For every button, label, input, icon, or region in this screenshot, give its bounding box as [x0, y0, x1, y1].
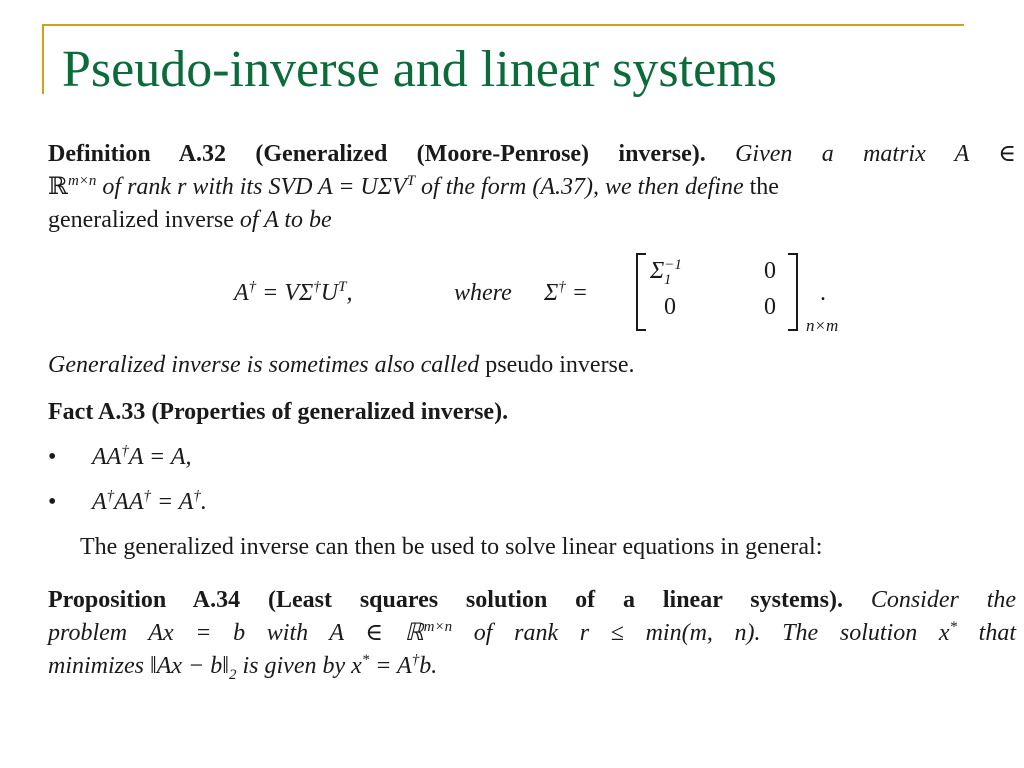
- sigma-dagger-matrix: [636, 253, 839, 335]
- slide-body: [48, 138, 1016, 683]
- remark-italic: Generalized inverse is sometimes also called: [48, 352, 480, 378]
- definition-line-3: [48, 204, 1016, 237]
- formula-period: .: [820, 280, 826, 306]
- definition-text-6: of A to be: [233, 207, 332, 233]
- proposition-line-3: minimizes ‖Ax − $b‖_2$ is given by x* = A†b.: [48, 652, 438, 683]
- bullet-glyph: •: [48, 489, 57, 515]
- fact-item-2: • A†AA† = A†.: [92, 486, 1016, 519]
- matrix-cell-22: 0: [764, 294, 776, 320]
- proposition-text-1: Consider the: [870, 587, 1017, 613]
- proposition-heading: Proposition A.34 (Least squares solution of a linear systems).: [48, 587, 843, 613]
- definition-text-5: generalized inverse: [48, 207, 234, 233]
- definition-text-1: Given a matrix A ∈: [735, 141, 1017, 167]
- formula-sigma-lhs: Σ† =: [544, 279, 588, 306]
- definition-heading: Definition A.32 (Generalized (Moore-Penrose) inverse).: [48, 141, 706, 167]
- transition-text: The generalized inverse can then be used to solve linear equations in general:: [80, 534, 823, 560]
- definition-text-4: the: [743, 174, 779, 200]
- remark-plain: pseudo inverse.: [479, 352, 635, 378]
- formula-where: where: [454, 280, 512, 306]
- reals-symbol: ℝ: [48, 174, 68, 200]
- transpose-sup: T: [406, 173, 416, 189]
- definition-line-1: [48, 138, 1016, 171]
- dims-sup: m×n: [67, 173, 97, 189]
- proposition-block: [48, 584, 1016, 683]
- formula-lhs: $A^\dagger = V\Sigma^\dagger U^T$,: [234, 279, 353, 306]
- matrix-right-bracket: [788, 253, 798, 331]
- accent-line-left: [42, 24, 44, 94]
- definition-line-2: [48, 171, 1016, 204]
- proposition-line-1: [48, 584, 1016, 617]
- matrix-cell-11: $\Sigma^{-1}_1$: [650, 257, 682, 288]
- pseudo-inverse-formula: [48, 253, 1016, 339]
- matrix-left-bracket: [636, 253, 646, 331]
- fact-list: [48, 441, 1016, 519]
- slide-title: Pseudo-inverse and linear systems: [62, 41, 777, 98]
- accent-line-top: [42, 24, 964, 26]
- matrix-cell-21: 0: [664, 294, 676, 320]
- proposition-line-2: problem Ax = b with A ∈ ℝ$^{m\times n}$ of rank r ≤ min(m, n). The solution x* that: [48, 619, 1017, 646]
- matrix-dimensions: n×m: [806, 316, 839, 335]
- remark-line: [48, 349, 1016, 382]
- matrix-cell-12: 0: [764, 258, 776, 284]
- definition-text-3: of the form (A.37), we then define: [415, 174, 744, 200]
- fact-item-1: • AA†A = A,: [92, 441, 1016, 474]
- definition-block: [48, 138, 1016, 237]
- definition-text-2: of rank r with its SVD A = UΣV: [96, 174, 407, 200]
- bullet-glyph: •: [48, 444, 57, 470]
- fact-heading: Fact A.33 (Properties of generalized inverse).: [48, 399, 509, 425]
